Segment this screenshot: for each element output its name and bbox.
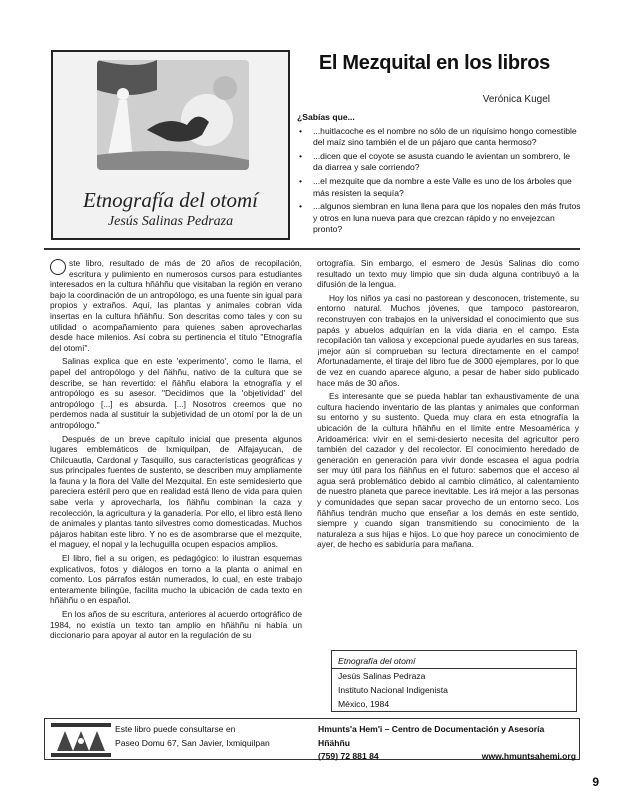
body-paragraph: ortografía. Sin embargo, el esmero de Jesús Salinas dio como resultado un texto muy limpio que sin duda alguna contribuyó a la difusión de la lengua. (317, 258, 579, 290)
did-you-know-item (297, 201, 581, 236)
did-you-know-box (297, 112, 581, 238)
footer-text: Este libro puede consultarse en (115, 724, 236, 734)
did-you-know-item (297, 151, 581, 174)
did-you-know-heading: ¿Sabías que... (297, 112, 355, 122)
footer-box (44, 718, 580, 760)
fact-text: ...el mezquite que da nombre a este Valle es uno de los árboles que más resisten la sequía? (313, 175, 572, 198)
body-paragraph: El libro, fiel a su origen, es pedagógico: lo ilustran esquemas explicativos, fotos y diálogos en torno a la planta o animal en comento. Los párrafos están numerados, lo cual, en este trabajo enteramente bilingüe, facilita mucho la ubicación de cada texto en hñähñu o en español. (50, 553, 302, 606)
body-paragraph: En los años de su escritura, anteriores al acuerdo ortográfico de 1984, no existía un texto tan amplio en hñähñu ni había un diccionario para apoyar al autor en la regulación de su (50, 609, 302, 641)
did-you-know-item (297, 126, 581, 149)
dropcap-ornament (50, 259, 66, 275)
body-paragraph: Después de un breve capítulo inicial que presenta algunos lugares emblemáticos de Ixmiquilpan, de Alfajayucan, de Chilcuautla, Cardonal y Tasquillo, sus características geográficas y sus principales fuentes de sustento, se describen muy ampliamente la fauna y la flora del Valle del Mezquital. En este semidesierto que pareciera estéril pero que en realidad está lleno de vida para quien sabe verla y aprovecharla, los ñähñu combinan la caza y recolección, la agricultura y la ganadería. Por ello, el libro está lleno de animales y plantas tanto silvestres como domesticadas. Muchos pájaros habitan este libro. Y no es de asombrarse que el mezquite, el maguey, el nopal y la lechuguilla ocupen espacios amplios. (50, 433, 302, 550)
body-paragraph: Hoy los niños ya casi no pastorean y desconocen, tristemente, su entorno natural. Muchos jóvenes, que tampoco pastorearon, reconstruyen con trabajos en la universidad el conocimiento que sus papás y abuelos adquirían en la vida diaria en el campo. Esta recopilación tan valiosa y excepcional puede ayudarles en sus tareas, ¡mejor aún si comprueban su lectura directamente en el campo! Afortunadamente, el tiraje del libro fue de 3000 ejemplares, por lo que de vez en cuando aparece alguno, a pesar de haber sido publicado hace más de 30 años. (317, 292, 579, 388)
fact-text: ...algunos siembran en luna llena para que los nopales den más frutos y otros en luna nueva para que crezcan rápido y no envejezcan pronto? (313, 201, 581, 235)
paragraph-text: ste libro, resultado de más de 20 años de recopilación, escritura y pulimiento en numerosos cursos para estudiantes interesados en la cultura hñähñu que visitaban la región en verano bajo la coordinación de un antropólogo, es una fuente sin igual para propios y extraños. Aquí, las plantas y animales cobran vida insertas en la cultura hñähñu. Son descritas como tales y con su utilidad o acompañamiento para quienes saben aprovecharlas desde hace milenios. Así cobra su pertinencia el título "Etnografía del otomí". (50, 258, 302, 353)
footer-location (115, 723, 270, 750)
footer-address: Paseo Domu 67, San Javier, Ixmiquilpan (115, 737, 270, 748)
article-title: El Mezquital en los libros (318, 52, 550, 74)
biblio-publisher: Instituto Nacional Indigenista (338, 685, 448, 695)
biblio-author: Jesús Salinas Pedraza (338, 671, 426, 681)
cover-illustration (97, 60, 249, 170)
biblio-title: Etnografía del otomí (332, 654, 576, 669)
organization-logo-icon (51, 723, 111, 757)
cover-title: Etnografía del otomí (83, 188, 258, 212)
fact-text: ...dicen que el coyote se asusta cuando le avientan un sombrero, le da diarrea y sale corriendo? (313, 150, 571, 173)
fact-text: ...huitlacoche es el nombre no sólo de un riquísimo hongo comestible del maíz sino también el de un pájaro que canta hermoso? (313, 125, 577, 148)
article-column-2 (317, 258, 579, 553)
body-paragraph: Es interesante que se pueda hablar tan exhaustivamente de una cultura haciendo inventario de las plantas y animales que conforman su entorno y su sustento. Queda muy clara en esta etnografía la ubicación de la cultura hñähñu en el límite entre Mesoamérica y Aridoamérica: vivir en el semi-desierto necesita del agricultor pero también del cazador y del recolector. El conocimiento heredado de generación en generación para vivir donde escasea el agua podría ser muy útil para los ñähñus en el futuro: sabemos que el acceso al agua será problemático debido al cambio climático, al calentamiento de nuestro planeta que parece inevitable. Les irá mejor a las personas y comunidades que sepan sacar provecho de un entorno seco. Los ñähñus tendrán mucho que enseñar a los demás en este sentido, siempre y cuando sigan transmitiendo su conocimiento de la naturaleza a sus hijas e hijos. Lo que hoy parece un conocimiento de ayer, de hecho es sabiduría para mañana. (317, 391, 579, 550)
organization-phone: (759) 72 881 84 (318, 751, 379, 761)
did-you-know-item (297, 176, 581, 199)
body-paragraph: Salinas explica que en este 'experimento', como le llama, el papel del antropólogo y del ñähñu, nativo de la cultura que se describe, se han revertido: el ñähñu elabora la etnografía y el antropólogo es su asesor. "Decidimos que la 'objetividad' del antropólogo [...] es absurda. [...] Nosotros creemos que no perdemos nada al sustituir la subjetividad de un otomí por la de un antropólogo." (50, 356, 302, 430)
organization-website-link[interactable]: www.hmuntsahemi.org (481, 751, 576, 761)
page-number: 9 (592, 775, 599, 789)
article-column-1 (50, 258, 302, 644)
organization-name: Hmunts'a Hem'i – Centro de Documentación y Asesoría Hñähñu (318, 724, 545, 748)
biblio-place-year: México, 1984 (338, 699, 390, 709)
bibliographic-box (331, 650, 577, 712)
footer-organization (318, 723, 576, 764)
article-author: Verónica Kugel (482, 94, 550, 105)
body-paragraph (50, 258, 302, 353)
cover-author: Jesús Salinas Pedraza (107, 214, 234, 229)
section-divider (44, 248, 580, 250)
book-cover-image (51, 50, 290, 240)
